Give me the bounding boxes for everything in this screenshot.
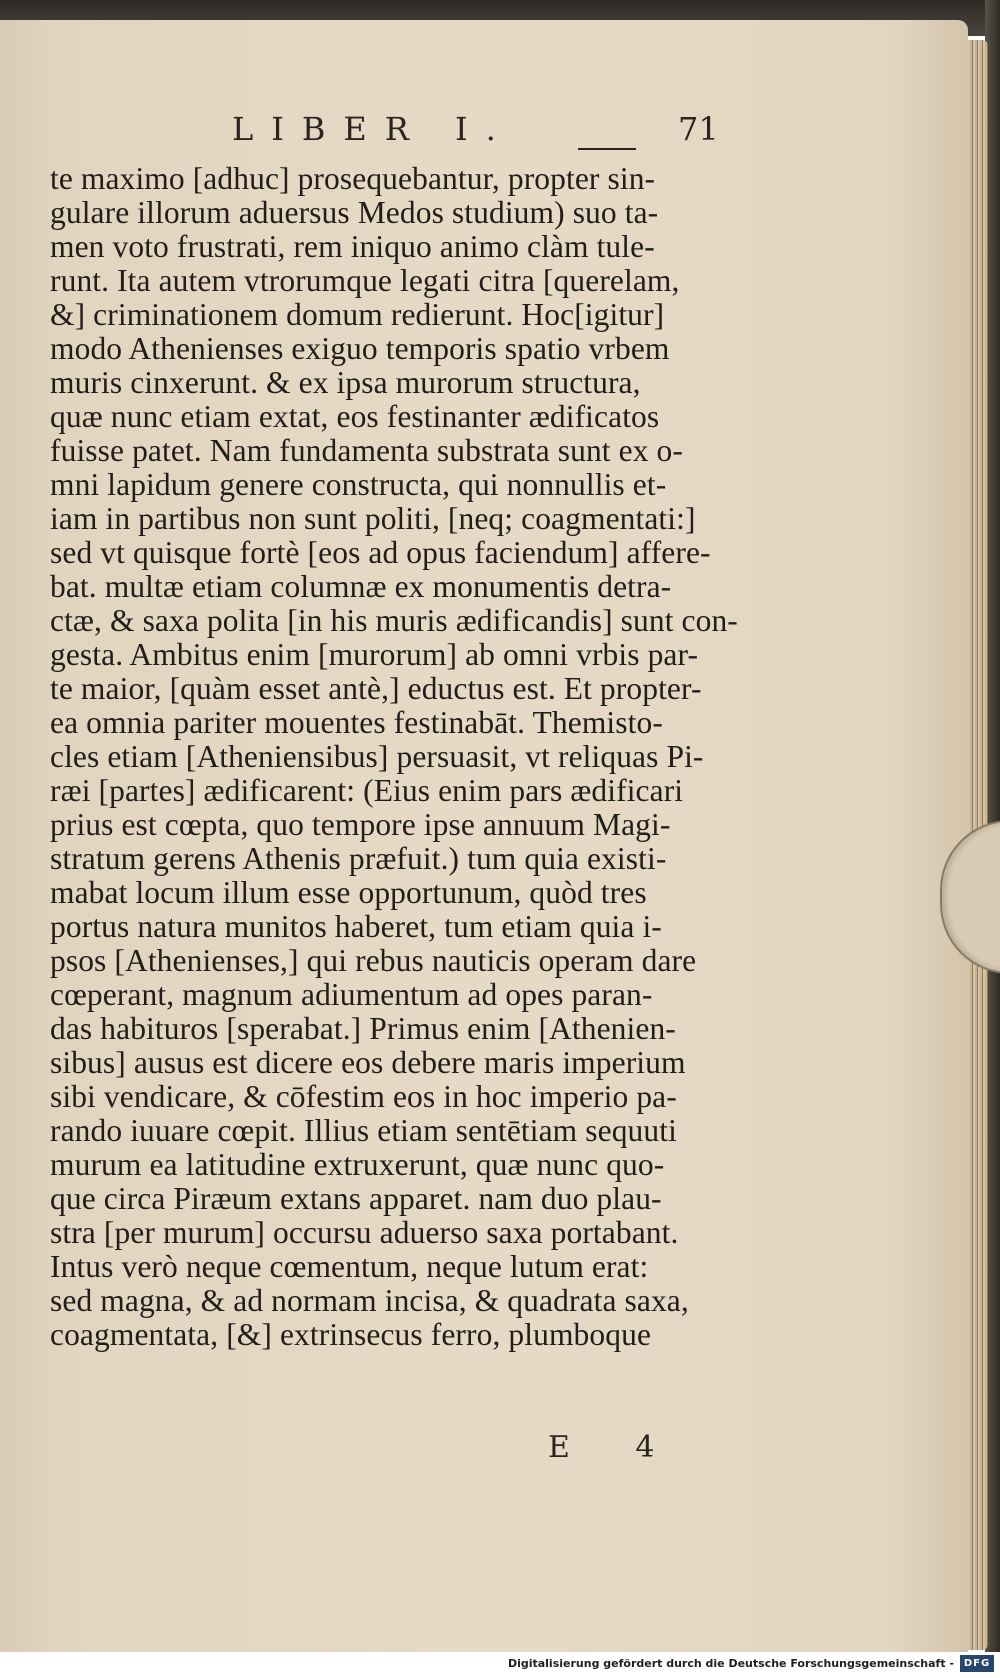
page-number: 71 xyxy=(678,110,719,148)
text-line: gesta. Ambitus enim [murorum] ab omni vrbis par- xyxy=(50,638,699,672)
text-line: portus natura munitos haberet, tum etiam quia i- xyxy=(50,910,662,944)
text-line: fuisse patet. Nam fundamenta substrata sunt ex o- xyxy=(50,434,683,468)
text-line: muris cinxerunt. & ex ipsa murorum structura, xyxy=(50,366,641,400)
text-line: cœperant, magnum adiumentum ad opes paran- xyxy=(50,978,653,1012)
text-line: psos [Athenienses,] qui rebus nauticis operam dare xyxy=(50,944,697,978)
text-line: ctæ, & saxa polita [in his muris ædificandis] sunt con- xyxy=(50,604,738,638)
text-line: stratum gerens Athenis præfuit.) tum quia existi- xyxy=(50,842,667,876)
text-line: te maximo [adhuc] prosequebantur, propter sin- xyxy=(50,162,656,196)
book-page xyxy=(0,20,968,1652)
text-line: murum ea latitudine extruxerunt, quæ nunc quo- xyxy=(50,1148,665,1182)
text-line: modo Athenienses exiguo temporis spatio vrbem xyxy=(50,332,670,366)
text-line: runt. Ita autem vtrorumque legati citra [querelam, xyxy=(50,264,680,298)
header-rule xyxy=(578,148,636,150)
text-line: sed vt quisque fortè [eos ad opus faciendum] affere- xyxy=(50,536,711,570)
running-head: LIBER I. xyxy=(232,110,514,148)
text-line: stra [per murum] occursu aduerso saxa portabant. xyxy=(50,1216,679,1250)
digitization-footer xyxy=(0,1652,1000,1678)
text-line: coagmentata, [&] extrinsecus ferro, plumboque xyxy=(50,1318,652,1352)
text-line: sed magna, & ad normam incisa, & quadrata saxa, xyxy=(50,1284,689,1318)
dfg-credit-text: Digitalisierung gefördert durch die Deutsche Forschungsgemeinschaft - xyxy=(507,1657,954,1670)
text-line: das habituros [sperabat.] Primus enim [Athenien- xyxy=(50,1012,676,1046)
text-line: mni lapidum genere constructa, qui nonnullis et- xyxy=(50,468,667,502)
text-line: bat. multæ etiam columnæ ex monumentis detra- xyxy=(50,570,672,604)
text-line: mabat locum illum esse opportunum, quòd tres xyxy=(50,876,647,910)
text-line: gulare illorum aduersus Medos studium) suo ta- xyxy=(50,196,659,230)
text-line: iam in partibus non sunt politi, [neq; coagmentati:] xyxy=(50,502,696,536)
signature-mark: E 4 xyxy=(548,1430,683,1465)
text-line: te maior, [quàm esset antè,] eductus est. Et propter- xyxy=(50,672,702,706)
text-line: men voto frustrati, rem iniquo animo clàm tule- xyxy=(50,230,655,264)
text-line: Intus verò neque cœmentum, neque lutum erat: xyxy=(50,1250,649,1284)
page-header xyxy=(0,110,968,160)
text-line: rando iuuare cœpit. Illius etiam sentētiam sequuti xyxy=(50,1114,677,1148)
dfg-logo-icon: DFG xyxy=(960,1655,994,1672)
text-line: cles etiam [Atheniensibus] persuasit, vt reliquas Pi- xyxy=(50,740,704,774)
text-line: &] criminationem domum redierunt. Hoc[igitur] xyxy=(50,298,665,332)
text-line: sibus] ausus est dicere eos debere maris imperium xyxy=(50,1046,686,1080)
text-line: que circa Piræum extans apparet. nam duo plau- xyxy=(50,1182,662,1216)
body-text xyxy=(50,162,762,1352)
text-line: ræi [partes] ædificarent: (Eius enim pars ædificari xyxy=(50,774,684,808)
text-line: quæ nunc etiam extat, eos festinanter ædificatos xyxy=(50,400,660,434)
text-line: sibi vendicare, & cōfestim eos in hoc imperio pa- xyxy=(50,1080,677,1114)
text-line: prius est cœpta, quo tempore ipse annuum Magi- xyxy=(50,808,671,842)
text-line: ea omnia pariter mouentes festinabāt. Themisto- xyxy=(50,706,663,740)
